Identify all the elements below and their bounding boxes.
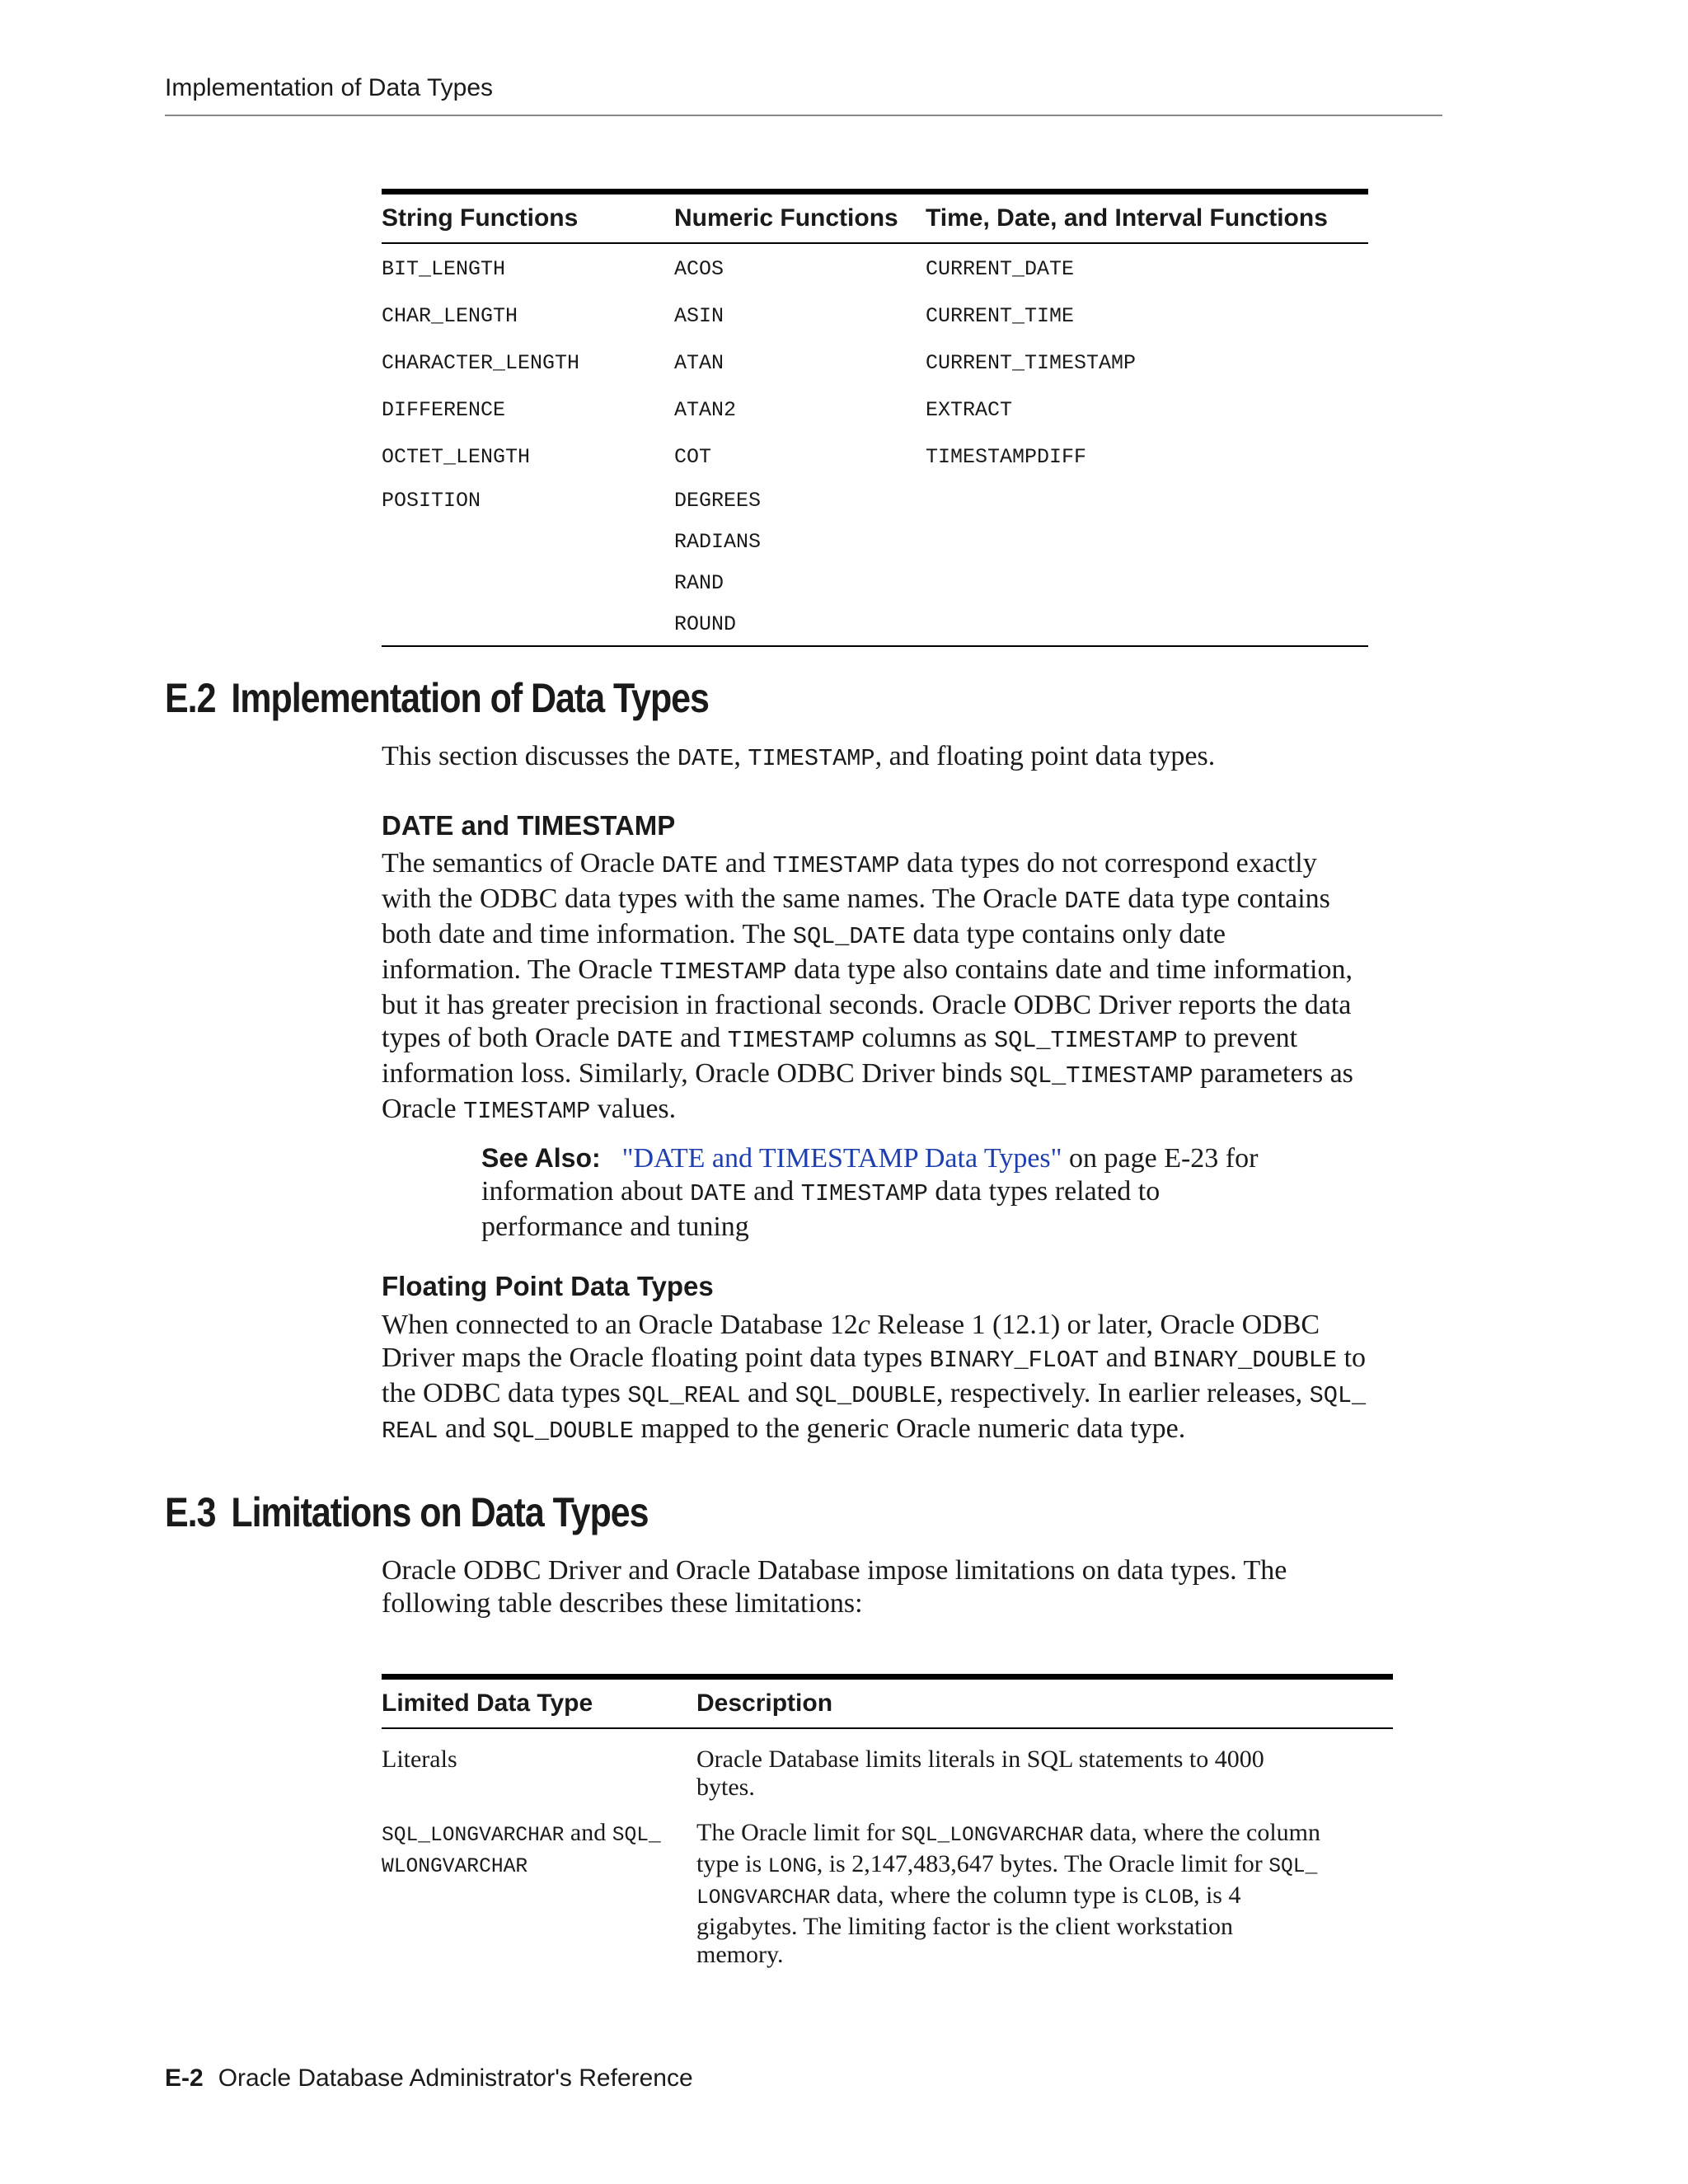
e2-intro-paragraph: This section discusses the DATE, TIMESTAMP, and floating point data types.	[382, 741, 1216, 772]
table-cell: DEGREES	[674, 489, 762, 513]
date-timestamp-data-types-link[interactable]: "DATE and TIMESTAMP Data Types"	[621, 1143, 1062, 1174]
table-row	[382, 243, 1368, 293]
e3-intro-paragraph: Oracle ODBC Driver and Oracle Database impose limitations on data types. The following table describes these limitations:	[382, 1555, 1287, 1619]
table-cell: ACOS	[674, 257, 724, 281]
table-row	[382, 1746, 1393, 1802]
table-cell	[382, 522, 674, 563]
table-cell: TIMESTAMPDIFF	[926, 445, 1087, 469]
table-cell: CURRENT_TIME	[926, 304, 1075, 328]
table-cell	[382, 604, 674, 646]
floating-point-paragraph: When connected to an Oracle Database 12c Release 1 (12.1) or later, Oracle ODBC Driver maps the Oracle floating point data types BINARY_FLOAT and BINARY_DOUBLE to the ODBC data types SQL_REAL and SQL_DOUBLE, respectively. In earlier releases, SQL_ REAL and SQL_DOUBLE mapped to the generic Oracle numeric data type.	[382, 1310, 1367, 1445]
section-title: Implementation of Data Types	[231, 675, 709, 721]
table-cell: CURRENT_TIMESTAMP	[926, 351, 1137, 375]
table-cell	[926, 522, 1368, 563]
table-cell: CHAR_LENGTH	[382, 304, 518, 328]
col-header-description: Description	[696, 1690, 833, 1717]
table-cell: ATAN2	[674, 398, 737, 422]
table-cell: BIT_LENGTH	[382, 257, 506, 281]
table-cell: ASIN	[674, 304, 724, 328]
table-cell	[382, 563, 674, 604]
table-cell: COT	[674, 445, 712, 469]
table-cell: SQL_LONGVARCHAR and SQL_ WLONGVARCHAR	[382, 1819, 661, 1878]
table-cell: RADIANS	[674, 530, 762, 554]
table-cell: The Oracle limit for SQL_LONGVARCHAR data, where the column type is LONG, is 2,147,483,647 bytes. The Oracle limit for SQL_ LONGVARCHAR data, where the column type is CLOB, is 4 gigabytes. The limiting factor is the client workstation memory.	[696, 1819, 1321, 1968]
section-title: Limitations on Data Types	[231, 1489, 649, 1535]
functions-table-header-row	[382, 192, 1368, 244]
see-also-note: See Also: "DATE and TIMESTAMP Data Types" on page E-23 for information about DATE and TIMESTAMP data types related to performance and tuning	[481, 1143, 1259, 1242]
table-cell: RAND	[674, 571, 724, 595]
section-number: E.2	[165, 675, 216, 721]
table-row	[382, 563, 1368, 604]
table-cell: DIFFERENCE	[382, 398, 506, 422]
subheading-date-timestamp: DATE and TIMESTAMP	[382, 810, 676, 841]
section-heading-e3	[165, 1488, 649, 1536]
col-header-string-functions: String Functions	[382, 192, 674, 244]
running-header: Implementation of Data Types	[165, 74, 493, 101]
table-cell: POSITION	[382, 489, 481, 513]
limitations-table-header-row	[382, 1680, 1393, 1729]
table-row	[382, 522, 1368, 563]
table-cell: ROUND	[674, 612, 737, 636]
table-row	[382, 434, 1368, 480]
section-heading-e2	[165, 674, 709, 722]
table-cell: CHARACTER_LENGTH	[382, 351, 580, 375]
see-also-label: See Also:	[481, 1143, 601, 1173]
table-cell: ATAN	[674, 351, 724, 375]
page-footer	[165, 2064, 693, 2093]
table-cell	[926, 563, 1368, 604]
table-row	[382, 387, 1368, 434]
col-header-time-functions: Time, Date, and Interval Functions	[926, 192, 1368, 244]
page-number: E-2	[165, 2064, 204, 2092]
table-cell: Oracle Database limits literals in SQL statements to 4000 bytes.	[696, 1746, 1264, 1801]
col-header-limited-data-type: Limited Data Type	[382, 1690, 593, 1717]
col-header-numeric-functions: Numeric Functions	[674, 192, 926, 244]
table-row	[382, 293, 1368, 340]
table-cell	[926, 604, 1368, 646]
header-rule	[165, 115, 1442, 116]
table-row	[382, 340, 1368, 387]
table-row	[382, 1819, 1393, 1969]
subheading-floating-point: Floating Point Data Types	[382, 1271, 714, 1301]
functions-table	[382, 189, 1368, 647]
date-timestamp-paragraph: The semantics of Oracle DATE and TIMESTAMP data types do not correspond exactly with the ODBC data types with the same names. The Oracle DATE data type contains both date and time information. The SQL_DATE data type contains only date information. The Oracle TIMESTAMP data type also contains date and time information, but it has greater precision in fractional seconds. Oracle ODBC Driver reports the data types of both Oracle DATE and TIMESTAMP columns as SQL_TIMESTAMP to prevent information loss. Similarly, Oracle ODBC Driver binds SQL_TIMESTAMP parameters as Oracle TIMESTAMP values.	[382, 848, 1353, 1125]
table-cell: Literals	[382, 1746, 457, 1773]
table-cell: EXTRACT	[926, 398, 1013, 422]
table-row	[382, 604, 1368, 646]
section-number: E.3	[165, 1489, 216, 1535]
table-row	[382, 480, 1368, 522]
limitations-table	[382, 1674, 1393, 1969]
table-cell	[926, 480, 1368, 522]
table-cell: OCTET_LENGTH	[382, 445, 531, 469]
book-title: Oracle Database Administrator's Reference	[218, 2064, 693, 2092]
table-cell: CURRENT_DATE	[926, 257, 1075, 281]
